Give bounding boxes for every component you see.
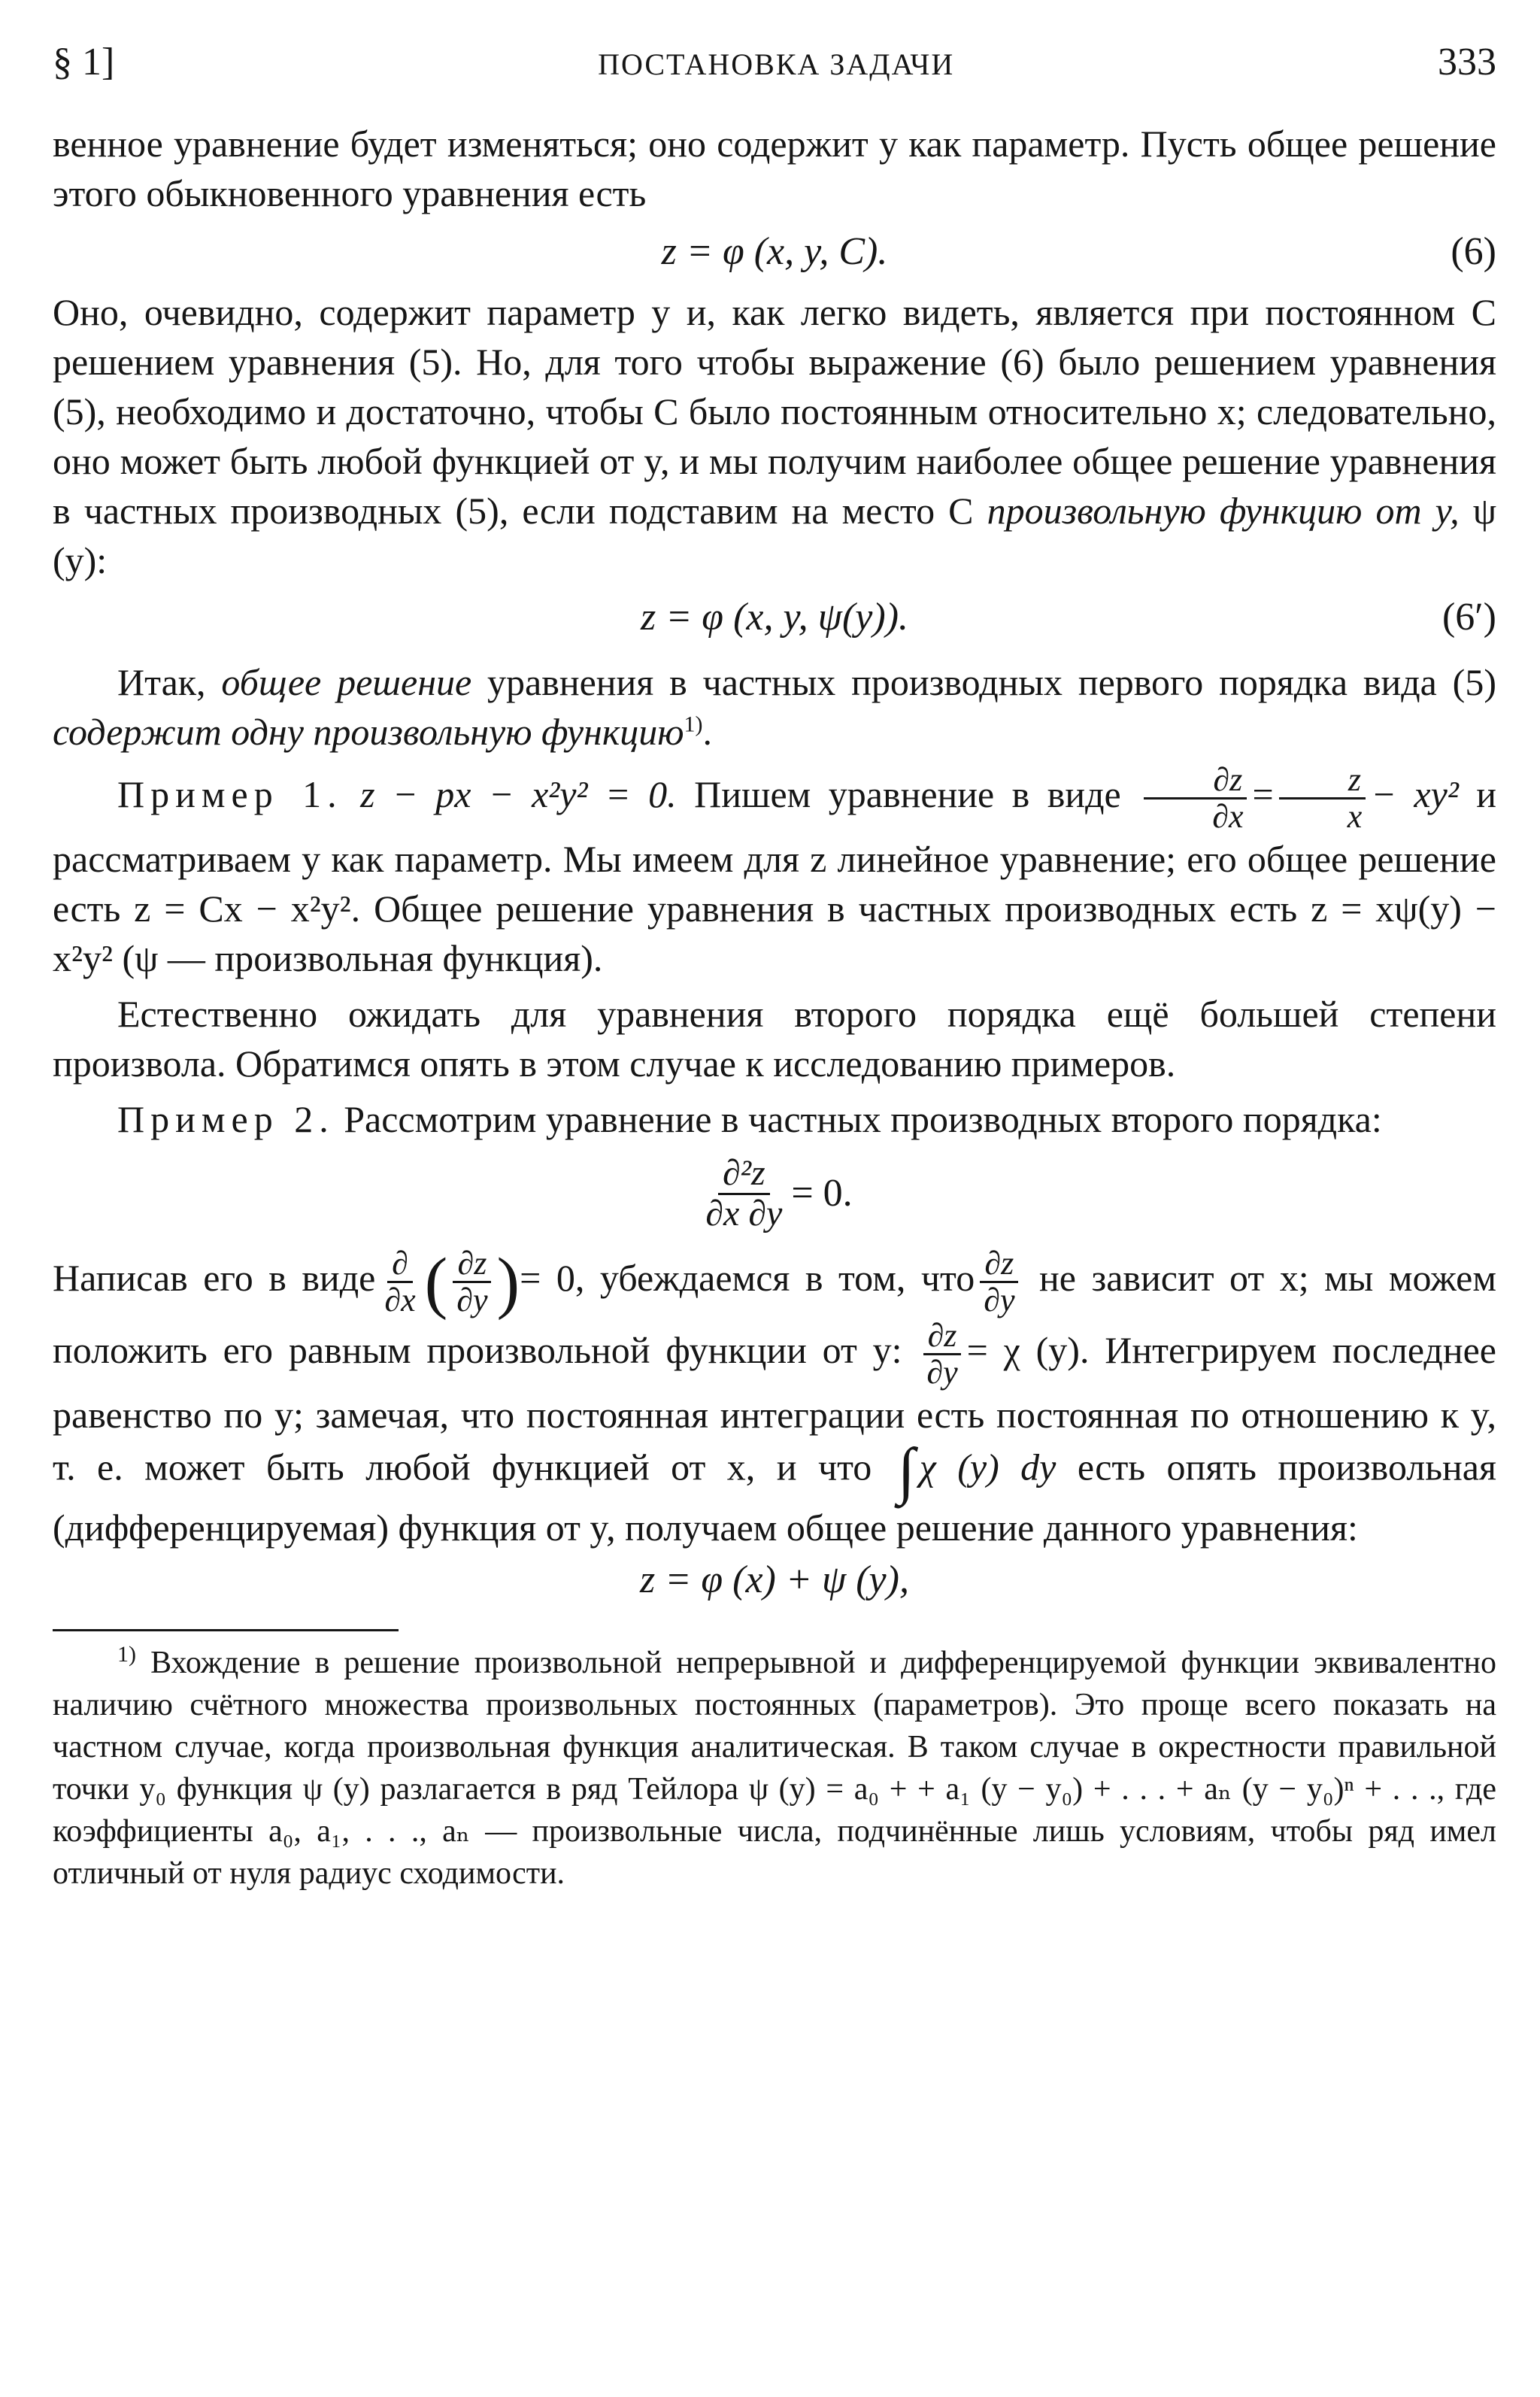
paragraph-2-end: ψ (y): [53, 490, 1497, 581]
equation-6-number: (6) [1451, 230, 1496, 273]
left-paren: ( [424, 1243, 448, 1321]
equation-6-prime [53, 593, 1496, 642]
fraction-numerator: z [1279, 763, 1366, 800]
fraction-denominator: ∂x [1212, 798, 1244, 836]
equals-sign: = [1252, 773, 1274, 816]
fraction-d2z-dxdy [701, 1155, 787, 1233]
paragraph-2-italic: произвольную функцию от y, [987, 490, 1460, 532]
footnote-mark: 1) [117, 1641, 136, 1667]
equation-6-prime-number: (6′) [1441, 596, 1496, 639]
paragraph-1: венное уравнение будет изменяться; оно содержит y как параметр. Пусть общее решение этого обыкновенного уравнения есть [53, 123, 1496, 214]
fraction-denominator: ∂y [456, 1282, 488, 1319]
fraction-numerator: ∂ [387, 1246, 413, 1283]
fraction-dz-dx [1143, 763, 1247, 834]
example-1-term: − xy² [1371, 773, 1459, 816]
fraction-z-x [1278, 763, 1367, 834]
paragraph-4: Естественно ожидать для уравнения второго порядка ещё большей степени произвола. Обратимся опять в этом случае к исследованию примеров. [53, 993, 1496, 1085]
fraction-dz-dy-3 [922, 1318, 962, 1390]
example-1 [53, 763, 1496, 983]
section-number: § 1] [53, 41, 115, 83]
example-2-text: Рассмотрим уравнение в частных производных второго порядка: [344, 1098, 1382, 1141]
fraction-dz-dy-2 [979, 1246, 1019, 1318]
fraction-d-dx [380, 1246, 420, 1318]
paragraph-3-b: общее решение [221, 661, 472, 703]
fraction-numerator: ∂z [453, 1246, 491, 1283]
fraction-denominator: x [1347, 798, 1363, 836]
integrand: χ (y) dy [919, 1446, 1056, 1488]
fraction-dz-dy [452, 1246, 492, 1318]
integral-sign: ∫ [897, 1435, 915, 1506]
equation-rhs: = 0. [791, 1172, 853, 1215]
paragraph-3-c: уравнения в частных производных первого порядка вида (5) [487, 661, 1496, 703]
page-number: 333 [1438, 41, 1496, 83]
example-1-text-2: и рассматриваем y как параметр. Мы имеем для z линейное уравнение; его общее решение есть z = Cx − x²y². Общее решение уравнения в частных производных есть z = xψ(y) − x²y² (ψ — произвольная функция). [53, 773, 1497, 980]
paragraph-3-d: содержит одну произвольную функцию [53, 711, 684, 753]
paragraph-3 [53, 657, 1496, 757]
paragraph-5-text-1: Написав его в виде [53, 1257, 376, 1300]
fraction-numerator: ∂²z [718, 1155, 770, 1194]
equation-final-expr: z = φ (x) + ψ (y), [640, 1558, 909, 1601]
equation-final [53, 1555, 1496, 1605]
footnote-text: Вхождение в решение произвольной непрерывной и дифференцируемой функции эквивалентно наличию счётного множества произвольных постоянных (параметров). Это проще всего показать на частном случае, когда произвольная функция аналитическая. В таком случае в окрестности правильной точки y₀ функция ψ (y) разлагается в ряд Тейлора ψ (y) = a₀ + + a₁ (y − y₀) + . . . + aₙ (y − y₀)ⁿ + . . ., где коэффициенты a₀, a₁, . . ., aₙ — произвольные числа, подчинённые лишь условиям, чтобы ряд имел отличный от нуля радиус сходимости. [53, 1645, 1497, 1891]
footnote-divider [53, 1629, 399, 1631]
fraction-numerator: ∂z [980, 1246, 1018, 1283]
paragraph-5-text-6: есть опять произвольная (дифференцируемая) функция от y, получаем общее решение данного уравнения: [53, 1446, 1496, 1549]
paragraph-5-text-3: не зависит от x; мы можем положить его равным произвольной функции от y: [53, 1257, 1496, 1371]
equation-mixed-derivative [53, 1155, 1496, 1233]
example-2 [53, 1094, 1496, 1144]
paragraph-3-a: Итак, [117, 661, 206, 703]
fraction-denominator: ∂y [984, 1282, 1015, 1319]
paragraph-2-text: Оно, очевидно, содержит параметр y и, как легко видеть, является при постоянном C решением уравнения (5). Но, для того чтобы выражение (6) было решением уравнения (5), необходимо и достаточно, чтобы C было постоянным относительно x; следовательно, оно может быть любой функцией от y, и мы получим наиболее общее решение уравнения в частных производных (5), если подставим на место C [53, 291, 1496, 532]
paragraph-3-e: . [702, 711, 712, 753]
fraction-numerator: ∂z [923, 1318, 962, 1355]
fraction-denominator: ∂x ∂y [705, 1193, 783, 1233]
fraction-denominator: ∂y [926, 1353, 958, 1391]
example-2-label: Пример 2. [117, 1098, 335, 1141]
page-header [53, 38, 1496, 98]
paragraph-5 [53, 1243, 1496, 1552]
fraction-numerator: ∂z [1144, 763, 1247, 800]
fraction-denominator: ∂x [384, 1282, 416, 1319]
equation-6 [53, 227, 1496, 277]
right-paren: ) [496, 1243, 520, 1321]
paragraph-2 [53, 287, 1496, 585]
running-title: ПОСТАНОВКА ЗАДАЧИ [598, 47, 955, 81]
example-1-label: Пример 1. [117, 773, 343, 816]
equation-6-prime-expr: z = φ (x, y, ψ(y)). [640, 596, 909, 639]
footnote [53, 1642, 1496, 1895]
footnote-ref: 1) [684, 712, 703, 737]
paragraph-5-text-4: = χ (y). Интегрируем последнее равенство по y; замечая, что постоянная интеграции есть постоянная по отношению к y, т. е. может быть любой функцией от x, и что [53, 1328, 1496, 1488]
example-1-text-1: Пишем уравнение в виде [694, 773, 1121, 816]
example-1-equation: z − px − x²y² = 0. [360, 773, 677, 816]
equation-6-expr: z = φ (x, y, C). [661, 230, 888, 273]
paragraph-5-text-2: = 0, убеждаемся в том, что [520, 1257, 975, 1300]
